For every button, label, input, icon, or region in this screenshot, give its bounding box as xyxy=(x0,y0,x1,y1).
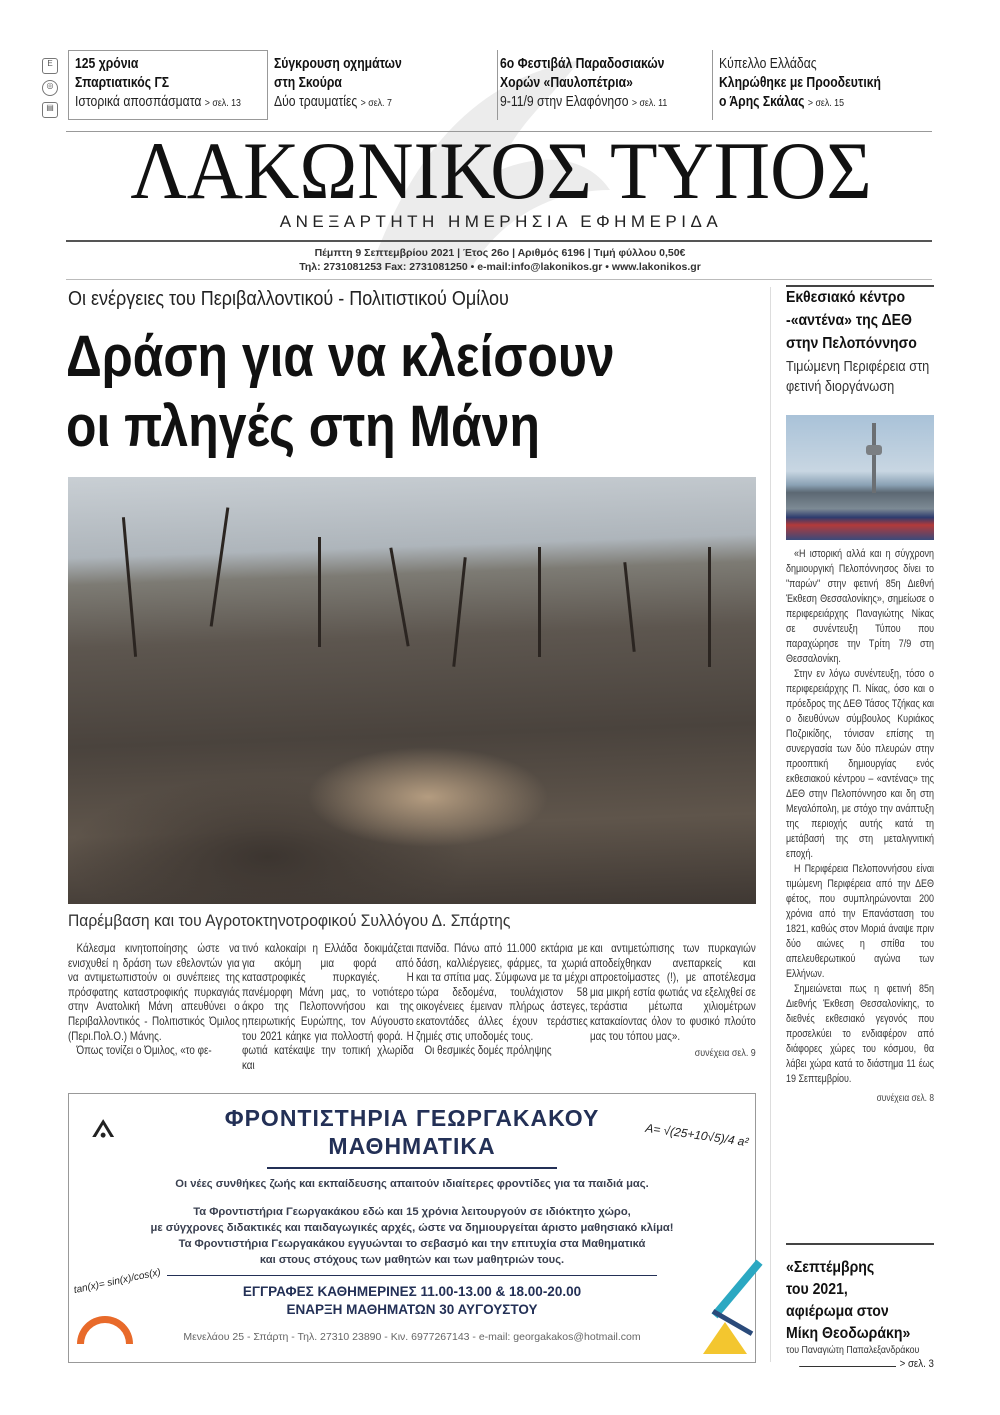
feature-author: του Παναγιώτη Παπαλεξανδράκου xyxy=(786,1345,920,1356)
teaser-title: Σύγκρουση οχημάτων xyxy=(274,56,402,72)
compass-drawing-icon: ⟑ xyxy=(91,1102,116,1146)
ad-text: Τα Φροντιστήρια Γεωργακάκου εδώ και 15 χρόνια λειτουργούν σε ιδιόκτητο χώρο, xyxy=(193,1205,631,1218)
certification-icons xyxy=(42,58,62,128)
side-subheadline: Τιμώμενη Περιφέρεια στη φετινή διοργάνωση xyxy=(786,359,930,395)
set-square-icon xyxy=(703,1322,747,1354)
teaser-title: 125 χρόνια xyxy=(75,56,139,72)
continued-link[interactable]: συνέχεια σελ. 8 xyxy=(876,1092,934,1104)
side-photo-thessaloniki-tower xyxy=(786,415,934,540)
teaser-kicker: Κύπελλο Ελλάδας xyxy=(719,56,817,72)
side-body xyxy=(786,547,934,1106)
teaser-title: ο Άρης Σκάλας xyxy=(719,94,805,110)
paragraph: Η Περιφέρεια Πελοποννήσου είναι τιμώμενη Περιφέρεια από την ΔΕΘ φέτος, που συμπληρώνονται 200 χρόνια από την Επανάσταση του 1821, καθώς στον Μοριά άναψε πριν δύο αιώνες η σπίθα του απελευθερωτικού αγώνα των Ελλήνων. xyxy=(786,863,934,980)
lead-photo-burnt-landscape xyxy=(68,477,756,904)
page-ref: > σελ. 3 xyxy=(899,1358,934,1370)
teaser-sub: Ιστορικά αποσπάσματα xyxy=(75,94,202,110)
advertisement-georgakakos[interactable] xyxy=(68,1093,756,1363)
eiea-icon: E xyxy=(42,58,58,74)
lead-headline[interactable] xyxy=(66,322,615,462)
issue-date-line: Πέμπτη 9 Σεπτεμβρίου 2021 | Έτος 26ο | Αριθμός 6196 | Τιμή φύλλου 0,50€ xyxy=(314,247,686,259)
badge-icon: ▤ xyxy=(42,102,58,118)
ad-text: Τα Φροντιστήρια Γεωργακάκου εγγυώνται το σεβασμό και την επιτυχία στα Μαθηματικά xyxy=(178,1237,646,1250)
headline-line: Δράση για να κλείσουν xyxy=(66,324,615,389)
teaser-title: Χορών «Παυλοπέτρια» xyxy=(500,75,633,91)
teaser-festival[interactable] xyxy=(497,50,709,120)
tan-formula: tan(x)= sin(x)/cos(x) xyxy=(72,1266,162,1297)
lead-body-col2 xyxy=(242,942,414,1073)
teaser-title: Κληρώθηκε με Προοδευτική xyxy=(719,75,881,91)
ad-intro: Οι νέες συνθήκες ζωής και εκπαίδευσης απαιτούν ιδιαίτερες φροντίδες για τα παιδιά μας. xyxy=(175,1177,649,1190)
ad-address: Μενελάου 25 - Σπάρτη - Τηλ. 27310 23890 - Κιν. 6977267143 - e-mail: georgakakos@hotmail.com xyxy=(183,1331,641,1343)
teaser-page: > σελ. 11 xyxy=(631,97,668,109)
paragraph: Οι θεσμικές δομές πρόληψης xyxy=(424,1044,552,1058)
photo-caption: Παρέμβαση και του Αγροτοκτηνοτροφικού Συλλόγου Δ. Σπάρτης xyxy=(68,911,511,930)
paragraph: «Η ιστορική αλλά και η σύγχρονη δημιουργική Πελοπόννησος δίνει το "παρών" στην φετινή 85η Διεθνή Έκθεση Θεσσαλονίκης», σημείωσε ο περιφερειάρχης Παναγιώτης Νίκας σε συνέντευξη Τύπου που παραχώρησε την Τρίτη 7/9 στη Θεσσαλονίκη. xyxy=(786,548,934,665)
ad-start-date: ΕΝΑΡΞΗ ΜΑΘΗΜΑΤΩΝ 30 ΑΥΓΟΥΣΤΟΥ xyxy=(286,1302,538,1317)
headline-line: οι πληγές στη Μάνη xyxy=(66,394,540,459)
feature-title-line: «Σεπτέμβρης xyxy=(786,1259,875,1276)
masthead-subtitle: ΑΝΕΞΑΡΤΗΤΗ ΗΜΕΡΗΣΙΑ ΕΦΗΜΕΡΙΔΑ xyxy=(279,212,723,231)
protractor-icon xyxy=(77,1316,133,1344)
masthead-title: ΛΑΚΩΝΙΚΟΣ ΤΥΠΟΣ xyxy=(130,125,872,216)
teaser-page: > σελ. 7 xyxy=(360,97,392,109)
paragraph: πανίδα. Πάνω από 11.000 εκτάρια με δάση, καλλιέργειες, φάρμες, τα χωριά και τα σπίτια μας. Σύμφωνα με τα μέχρι τώρα δεδομένα, τουλάχιστον 58 οικογένειες έμειναν πλήρως άστεγες, εκατοντάδες άλλες έχουν τεράστιες ζημιές στις υποδομές τους. xyxy=(416,942,588,1043)
teaser-title: στη Σκούρα xyxy=(274,75,342,91)
headline-line: -«αντένα» της ΔΕΘ xyxy=(786,312,912,329)
paragraph: Σημειώνεται πως η φετινή 85η Διεθνής Έκθεση Θεσσαλονίκης, το διεθνές εκθεσιακό γεγονός που προσελκύει το ενδιαφέρον από διάφορες χώρες του κόσμου, θα λάβει χώρα κατά το διάστημα 11 έως 19 Σεπτεμβρίου. xyxy=(786,983,934,1085)
lead-kicker: Οι ενέργειες του Περιβαλλοντικού - Πολιτιστικού Ομίλου xyxy=(68,288,509,310)
feature-teaser-theodorakis[interactable] xyxy=(786,1245,934,1370)
feature-title-line: Μίκη Θεοδωράκη» xyxy=(786,1325,911,1342)
divider xyxy=(66,279,932,280)
teaser-page: > σελ. 13 xyxy=(204,97,241,109)
teaser-page: > σελ. 15 xyxy=(807,97,844,109)
ad-text: και στους στόχους των μαθητών και των μαθητριών τους. xyxy=(259,1253,565,1266)
paragraph: Κάλεσμα κινητοποίησης ώστε να ενισχυθεί η δράση των εθελοντών για να αντιμετωπιστούν οι συνέπειες της πρόσφατης καταστροφικής πυρκαγιάς στην Ανατολική Μάνη απευθύνει ο Περιβαλλοντικός - Πολιτιστικός Όμιλος (Περι.Πολ.Ο.) Μάνης. xyxy=(68,942,240,1043)
lead-body-col1 xyxy=(68,942,240,1059)
paragraph: και αντιμετώπισης των πυρκαγιών αποδείχθηκαν ανεπαρκείς και απροετοίμαστες (!), με αποτέλεσμα μια μικρή εστία φωτιάς να εξελιχθεί σε τεράστια μέτωπα χιλιομέτρων κατακαίοντας όλον το φυσικό πλούτο μας του τόπου μας». xyxy=(590,942,756,1043)
ad-registration: ΕΓΓΡΑΦΕΣ ΚΑΘΗΜΕΡΙΝΕΣ 11.00-13.00 & 18.00-20.00 xyxy=(242,1284,582,1299)
teaser-sub: Δύο τραυματίες xyxy=(274,94,358,110)
feature-title-line: του 2021, xyxy=(786,1281,848,1298)
divider xyxy=(267,1167,557,1169)
teaser-sub: 9-11/9 στην Ελαφόνησο xyxy=(500,94,629,110)
column-divider xyxy=(770,287,771,1362)
teaser-collision[interactable] xyxy=(274,50,474,113)
area-formula: A= √(25+10√5)/4 a² xyxy=(644,1120,750,1150)
paragraph: Όπως τονίζει ο Όμιλος, «το φε- xyxy=(76,1044,212,1058)
teaser-title: Σπαρτιατικός ΓΣ xyxy=(75,75,170,91)
continued-link[interactable]: συνέχεια σελ. 9 xyxy=(694,1047,756,1060)
teaser-sparta-gs[interactable] xyxy=(68,50,268,120)
seal-icon: ◎ xyxy=(42,80,58,96)
divider xyxy=(167,1275,657,1277)
lead-body-col3 xyxy=(416,942,588,1059)
feature-page xyxy=(786,1358,934,1370)
paragraph: Στην εν λόγω συνέντευξη, τόσο ο περιφερειάρχης Π. Νίκας, όσο και ο πρόεδρος της ΔΕΘ Τάσος Τζήκας και ο διευθύνων σύμβουλος Κυριάκος Ποζρικίδης, τόνισαν επίσης τη συνεργασία των δύο πλευρών στην προοπτική δημιουργίας ενός εκθεσιακού κέντρου – «αντένας» της ΔΕΘ στην Πελοπόννησο και δη στη Μεγαλόπολη, με στόχο την ανάπτυξη της περιοχής αυτής κατά τη μετάβασή της στη μεταλιγνιτική εποχή. xyxy=(786,668,934,860)
paragraph: τινό καλοκαίρι η Ελλάδα δοκιμάζεται για ακόμη μια φορά από καταστροφικές πυρκαγιές. Η πανέμορφη Μάνη μας, το νοτιότερο άκρο της Πελοποννήσου και της ηπειρωτικής Ευρώπης, τον Αύγουστο του 2021 κάηκε για πολλοστή φορά. Η φωτιά κατέκαψε την τοπική χλωρίδα και xyxy=(242,942,414,1072)
ad-title-line: ΦΡΟΝΤΙΣΤΗΡΙΑ ΓΕΩΡΓΑΚΑΚΟΥ xyxy=(224,1105,600,1131)
feature-title-line: αφιέρωμα στον xyxy=(786,1303,889,1320)
teaser-title: 6ο Φεστιβάλ Παραδοσιακών xyxy=(500,56,665,72)
contact-line: Τηλ: 2731081253 Fax: 2731081250 • e-mail:info@lakonikos.gr • www.lakonikos.gr xyxy=(299,261,701,273)
issue-info xyxy=(200,246,800,274)
headline-line: Εκθεσιακό κέντρο xyxy=(786,289,906,306)
ad-text: με σύγχρονες διδακτικές και παιδαγωγικές αρχές, ώστε να δημιουργείται άριστο μαθησιακό κλίμα! xyxy=(150,1221,674,1234)
divider xyxy=(66,240,932,242)
side-headline[interactable] xyxy=(786,286,934,397)
headline-line: στην Πελοπόννησο xyxy=(786,335,917,352)
ad-title-line: ΜΑΘΗΜΑΤΙΚΑ xyxy=(328,1133,496,1159)
teaser-cup[interactable] xyxy=(712,50,937,120)
lead-body-col4 xyxy=(590,942,756,1061)
